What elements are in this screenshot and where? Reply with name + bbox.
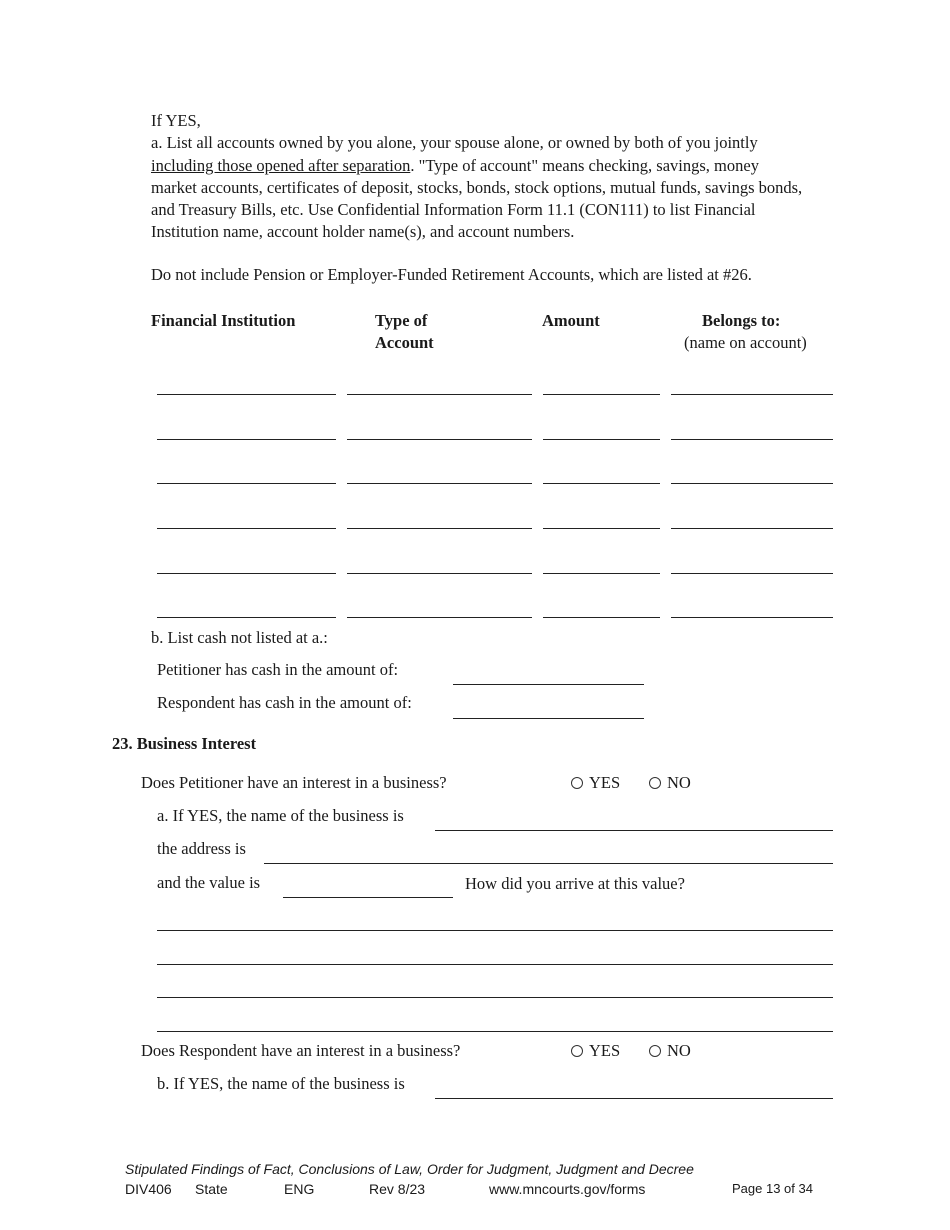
type-field[interactable] <box>347 483 532 484</box>
business-value-field[interactable] <box>283 897 453 898</box>
footer-form-id: DIV406 <box>125 1181 172 1197</box>
footer-language: ENG <box>284 1181 315 1197</box>
institution-field[interactable] <box>157 573 336 574</box>
header-belongs-to: Belongs to: <box>702 311 781 330</box>
footer-form-title: Stipulated Findings of Fact, Conclusions of Law, Order for Judgment, Judgment and Decree <box>125 1161 694 1177</box>
respondent-cash-field[interactable] <box>453 718 644 719</box>
no-label: NO <box>667 773 691 792</box>
institution-field[interactable] <box>157 483 336 484</box>
respondent-business-question: Does Respondent have an interest in a business? <box>141 1041 461 1060</box>
belongs-field[interactable] <box>671 573 833 574</box>
institution-field[interactable] <box>157 617 336 618</box>
petitioner-business-question: Does Petitioner have an interest in a business? <box>141 773 447 792</box>
if-yes-label: If YES, <box>151 111 201 130</box>
instructions-paragraph <box>151 110 851 244</box>
value-method-line[interactable] <box>157 964 833 965</box>
value-method-label: How did you arrive at this value? <box>465 874 685 893</box>
section-heading-business-interest: 23. Business Interest <box>112 734 257 753</box>
radio-icon[interactable] <box>649 777 661 789</box>
instruction-line-4: and Treasury Bills, etc. Use Confidential Information Form 11.1 (CON111) to list Financial <box>151 200 756 220</box>
respondent-no-option[interactable] <box>649 1041 691 1061</box>
institution-field[interactable] <box>157 528 336 529</box>
radio-icon[interactable] <box>571 777 583 789</box>
business-name-label-b: b. If YES, the name of the business is <box>157 1074 405 1093</box>
instruction-line-1: a. List all accounts owned by you alone, your spouse alone, or owned by both of you jointly <box>151 133 758 153</box>
yes-label: YES <box>589 773 621 792</box>
footer-revision: Rev 8/23 <box>369 1181 426 1197</box>
petitioner-yes-option[interactable] <box>571 773 620 793</box>
header-account: Account <box>375 333 434 352</box>
yes-label: YES <box>589 1041 621 1060</box>
type-field[interactable] <box>347 528 532 529</box>
header-financial-institution: Financial Institution <box>151 311 296 330</box>
business-name-label-a: a. If YES, the name of the business is <box>157 806 404 825</box>
belongs-field[interactable] <box>671 394 833 395</box>
footer-url: www.mncourts.gov/forms <box>489 1181 646 1197</box>
amount-field[interactable] <box>543 483 660 484</box>
belongs-field[interactable] <box>671 528 833 529</box>
instruction-line-3: market accounts, certificates of deposit, stocks, bonds, stock options, mutual funds, savings bonds, <box>151 177 803 197</box>
respondent-yes-option[interactable] <box>571 1041 620 1061</box>
value-method-line[interactable] <box>157 1031 833 1032</box>
header-name-on-account: (name on account) <box>684 333 807 352</box>
retirement-note: Do not include Pension or Employer-Funded Retirement Accounts, which are listed at #26. <box>151 265 752 284</box>
belongs-field[interactable] <box>671 617 833 618</box>
business-address-label: the address is <box>157 839 246 858</box>
header-type-of: Type of <box>375 311 428 330</box>
instruction-line-2 <box>151 155 851 177</box>
header-amount: Amount <box>542 311 600 330</box>
instruction-line-2-rest: . "Type of account" means checking, savings, money <box>410 155 759 175</box>
belongs-field[interactable] <box>671 483 833 484</box>
value-method-line[interactable] <box>157 997 833 998</box>
petitioner-no-option[interactable] <box>649 773 691 793</box>
amount-field[interactable] <box>543 528 660 529</box>
footer-state: State <box>195 1181 228 1197</box>
underlined-phrase: including those opened after separation <box>151 155 411 175</box>
radio-icon[interactable] <box>571 1045 583 1057</box>
belongs-field[interactable] <box>671 439 833 440</box>
petitioner-cash-label: Petitioner has cash in the amount of: <box>157 660 399 679</box>
petitioner-cash-field[interactable] <box>453 684 644 685</box>
type-field[interactable] <box>347 439 532 440</box>
institution-field[interactable] <box>157 394 336 395</box>
instruction-line-5: Institution name, account holder name(s), and account numbers. <box>151 222 575 242</box>
type-field[interactable] <box>347 617 532 618</box>
footer-page-number: Page 13 of 34 <box>732 1181 813 1196</box>
amount-field[interactable] <box>543 394 660 395</box>
business-name-field-b[interactable] <box>435 1098 833 1099</box>
institution-field[interactable] <box>157 439 336 440</box>
business-name-field-a[interactable] <box>435 830 833 831</box>
radio-icon[interactable] <box>649 1045 661 1057</box>
type-field[interactable] <box>347 573 532 574</box>
amount-field[interactable] <box>543 617 660 618</box>
type-field[interactable] <box>347 394 532 395</box>
value-method-line[interactable] <box>157 930 833 931</box>
amount-field[interactable] <box>543 439 660 440</box>
amount-field[interactable] <box>543 573 660 574</box>
business-value-label: and the value is <box>157 873 261 892</box>
respondent-cash-label: Respondent has cash in the amount of: <box>157 693 412 712</box>
no-label: NO <box>667 1041 691 1060</box>
cash-label: b. List cash not listed at a.: <box>151 628 328 647</box>
business-address-field[interactable] <box>264 863 833 864</box>
